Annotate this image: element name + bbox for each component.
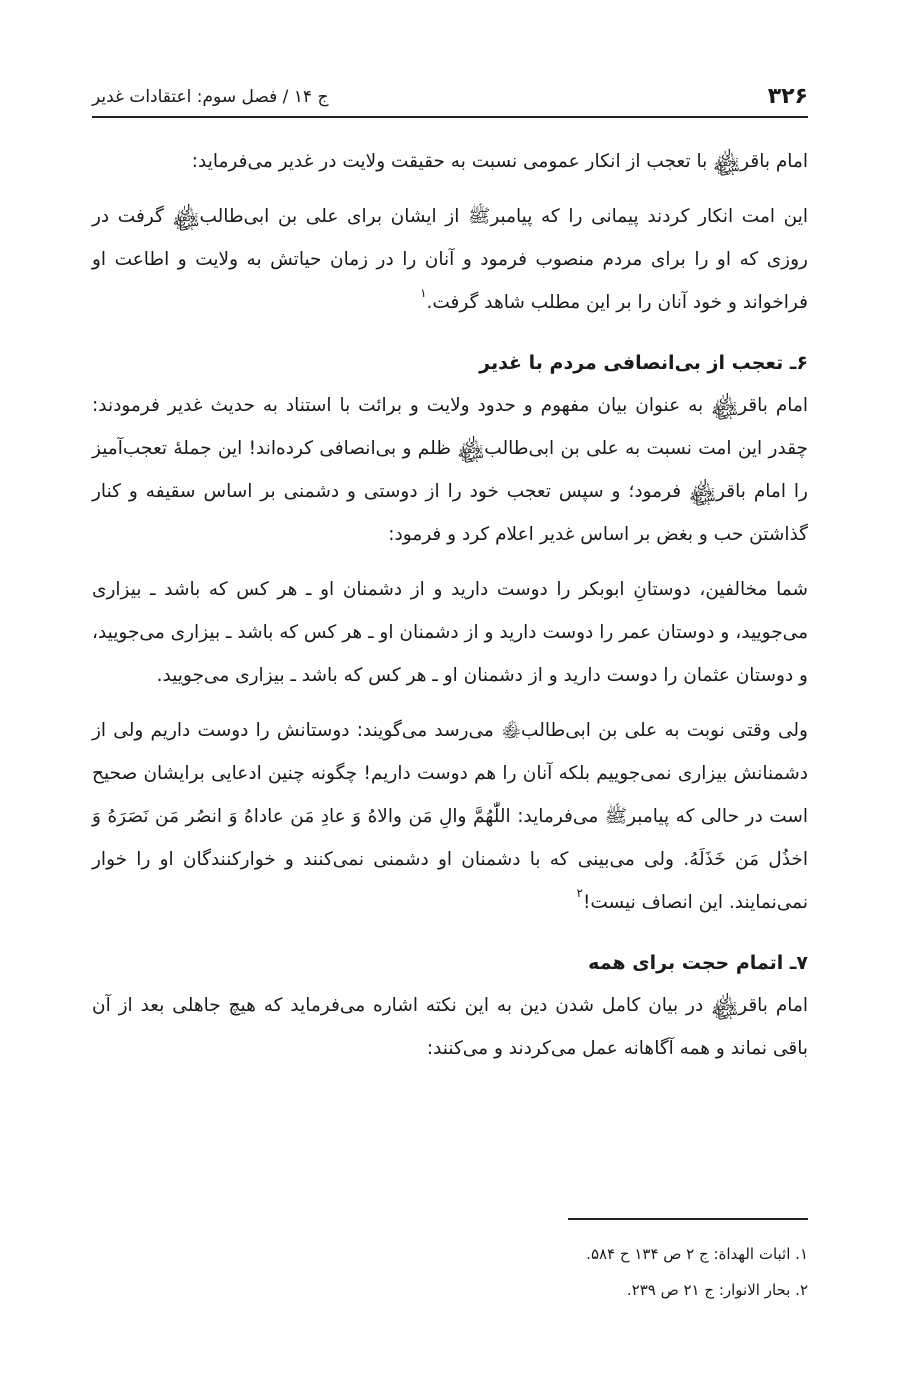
book-page (92, 0, 808, 1390)
quote-paragraph-1: این امت انکار کردند پیمانی را که پیامبرﷺ از ایشان برای علی بن ابی‌طالب﷾ گرفت در روزی که او را برای مردم منصوب فرمود و آنان را در زمان حیاتش به ولایت و اطاعت او فراخواند و خود آنان را بر این مطلب شاهد گرفت.$^۱$ (92, 206, 808, 313)
running-title: ج ۱۴ / فصل سوم: اعتقادات غدیر (92, 87, 329, 107)
page-number: ۳۲۶ (767, 84, 808, 109)
footnote-mark-1: ۱ (420, 286, 427, 301)
header-rule (92, 116, 808, 118)
footnote-1: ۱. اثبات الهداة: ج ۲ ص ۱۳۴ ح ۵۸۴. (586, 1245, 808, 1263)
quote-paragraph-2: شما مخالفین، دوستانِ ابوبکر را دوست دارید و از دشمنان او ـ هر کس که باشد ـ بیزاری می‌جویید، و دوستان عمر را دوست دارید و از دشمنان او ـ هر کس که باشد ـ بیزاری می‌جویید، و دوستان عثمان را دوست دارید و از دشمنان او ـ هر کس که باشد ـ بیزاری می‌جویید. (92, 579, 808, 686)
footnote-rule (568, 1218, 808, 1220)
quote-paragraph-3: ولی وقتی نوبت به علی بن ابی‌طالب﷾ می‌رسد می‌گویند: دوستانش را دوست داریم ولی از دشمنانش بیزاری نمی‌جوییم بلکه آنان را هم دوست داریم! چگونه چنین ادعایی برایشان صحیح است در حالی که پیامبرﷺ می‌فرماید: اللّٰهُمَّ والِ مَن والاهُ وَ عادِ مَن عاداهُ وَ انصُر مَن نَصَرَهُ وَ اخذُل مَن خَذَلَهُ. ولی می‌بینی که با دشمنان او دشمنی نمی‌کنند و خوارکنندگان او را خوار نمی‌نمایند. این انصاف نیست!$^۲$ (92, 720, 808, 913)
section-heading-7: ۷ـ اتمام حجت برای همه (588, 952, 808, 974)
intro-paragraph: امام باقر﷾ با تعجب از انکار عمومی نسبت به حقیقت ولایت در غدیر می‌فرماید: (191, 151, 808, 172)
body-paragraph-6: امام باقر﷾ به عنوان بیان مفهوم و حدود ولایت و برائت با استناد به حدیث غدیر فرمودند: چقدر این امت نسبت به علی بن ابی‌طالب﷾ ظلم و بی‌انصافی کرده‌اند! این جملهٔ تعجب‌آمیز را امام باقر﷾ فرمود؛ و سپس تعجب خود را از دوستی و دشمنی بر اساس سقیفه و کنار گذاشتن حب و بغض بر اساس غدیر اعلام کرد و فرمود: (92, 395, 808, 545)
body-paragraph-7: امام باقر﷾ در بیان کامل شدن دین به این نکته اشاره می‌فرماید که هیچ جاهلی بعد از آن باقی نماند و همه آگاهانه عمل می‌کردند و می‌کنند: (92, 995, 808, 1059)
section-heading-6: ۶ـ تعجب از بی‌انصافی مردم با غدیر (479, 352, 808, 374)
running-head (92, 72, 808, 112)
page-body (92, 140, 808, 1070)
footnotes (92, 1236, 808, 1308)
footnote-2: ۲. بحار الانوار: ج ۲۱ ص ۲۳۹. (626, 1281, 808, 1299)
footnote-mark-2: ۲ (576, 886, 583, 901)
